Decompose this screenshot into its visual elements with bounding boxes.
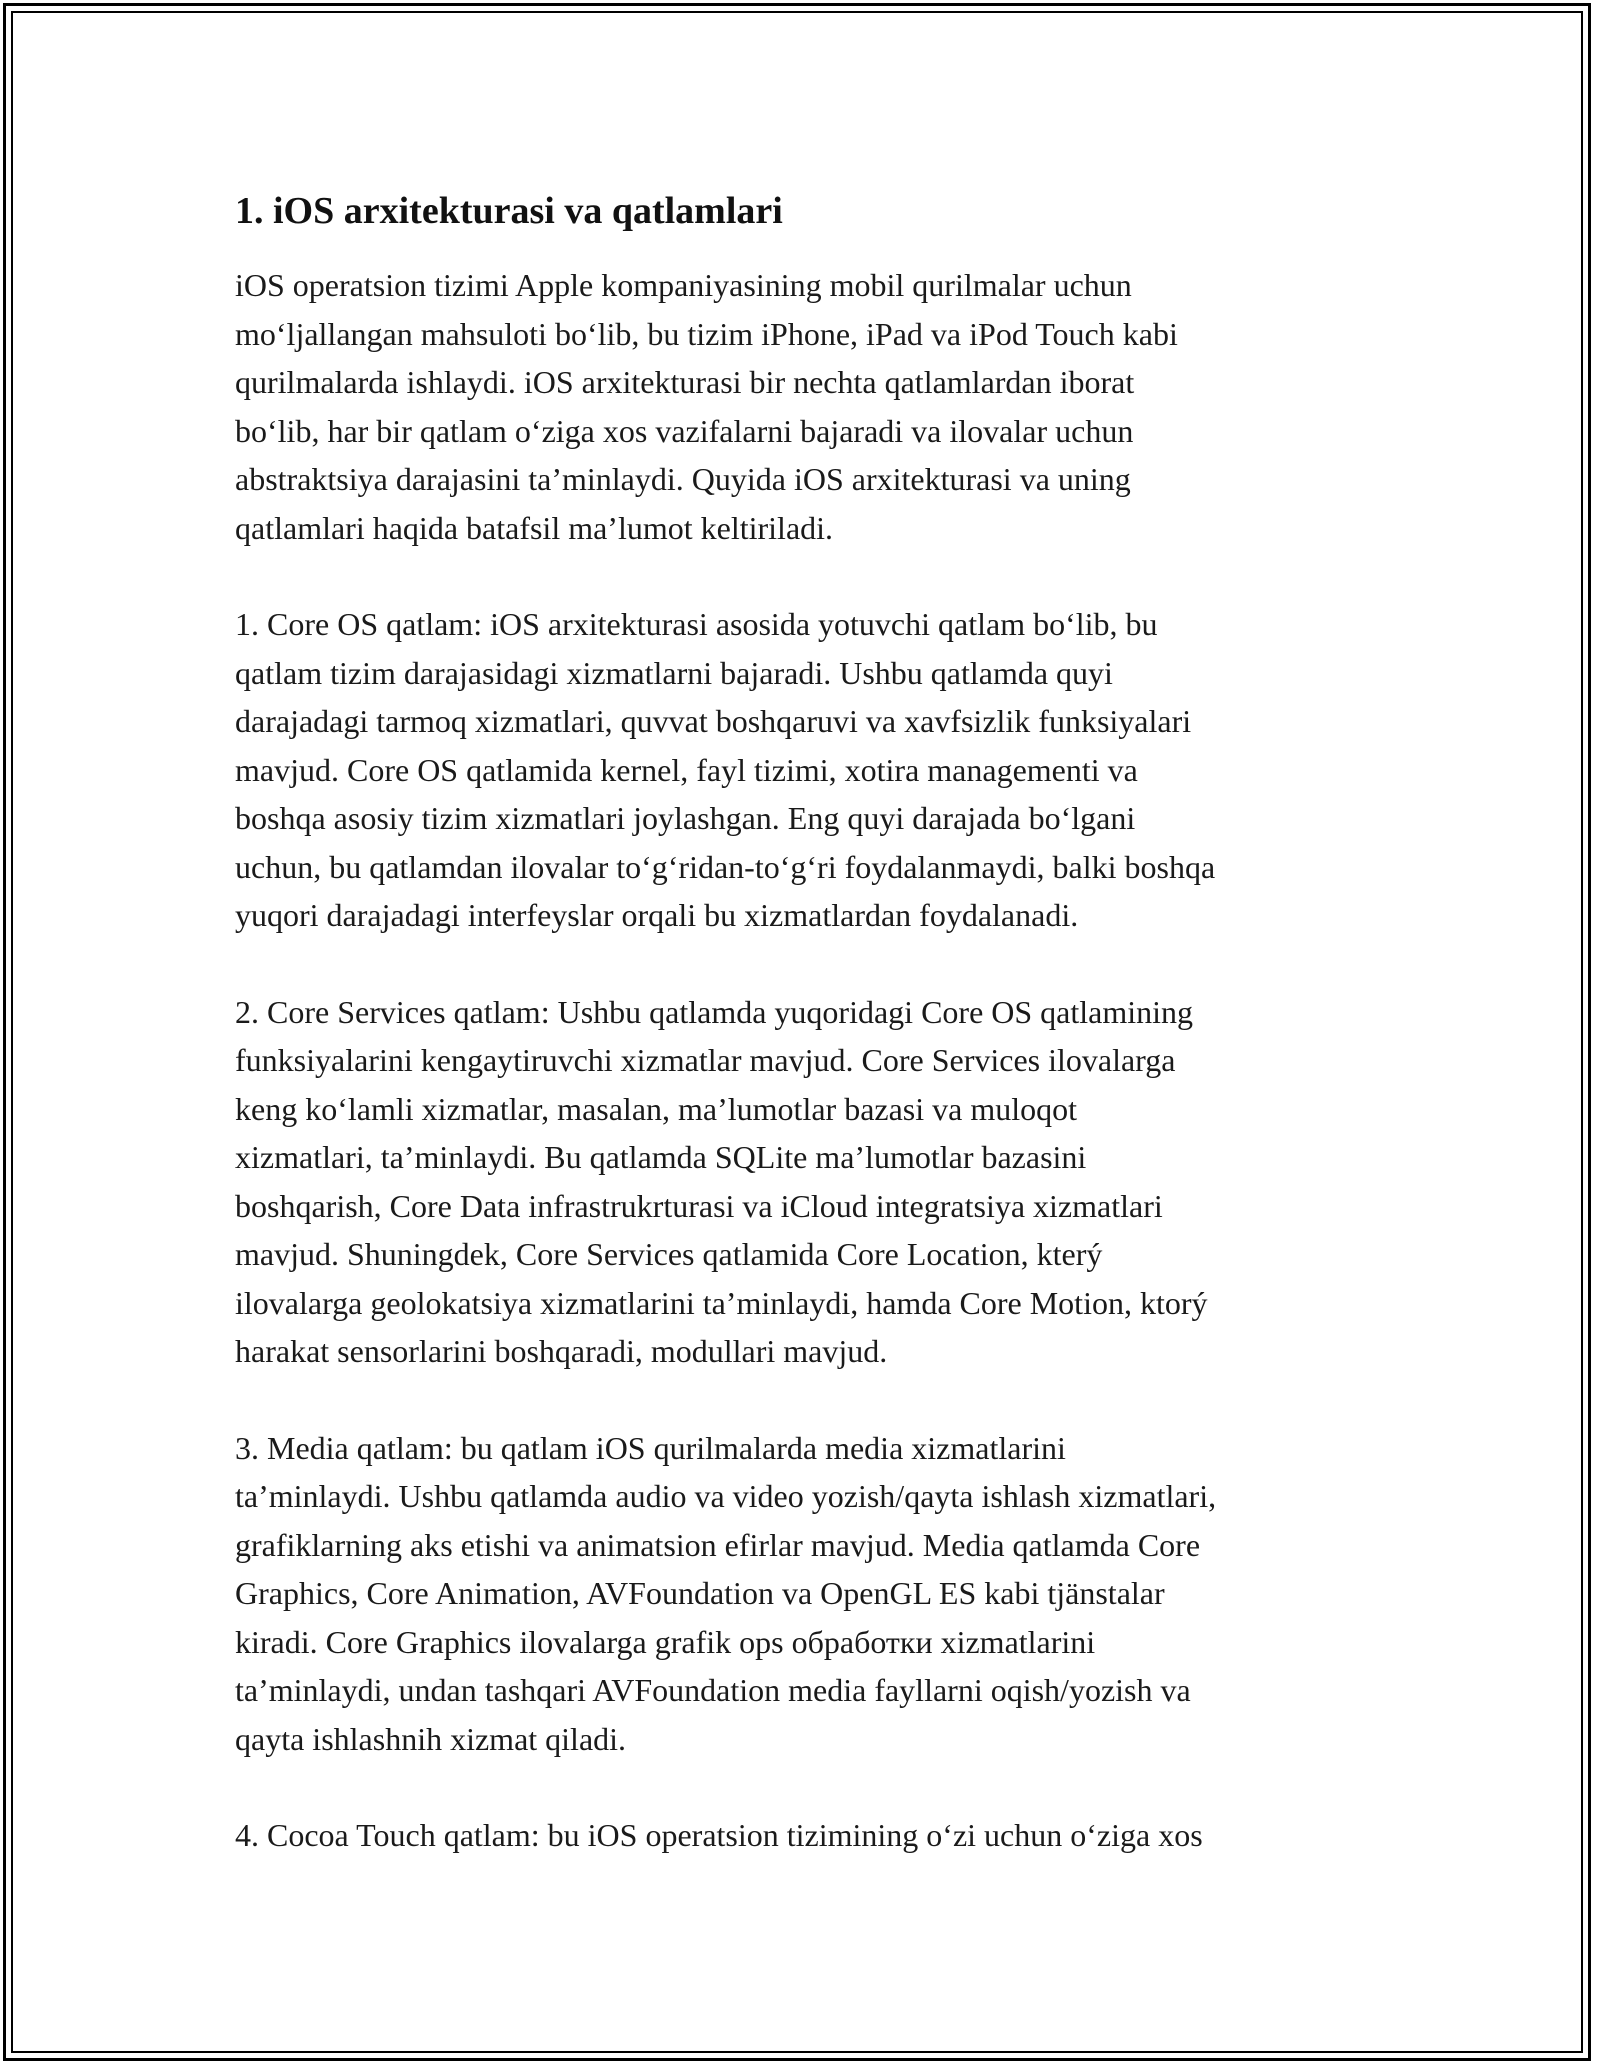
text-line: 3. Media qatlam: bu qatlam iOS qurilmalarda media xizmatlarini [235,1429,1066,1466]
text-line: qatlamlari haqida batafsil ma’lumot keltiriladi. [235,509,834,546]
text-line: iOS operatsion tizimi Apple kompaniyasining mobil qurilmalar uchun [235,267,1132,303]
text-line: bo‘lib, har bir qatlam o‘ziga xos vazifalarni bajaradi va ilovalar uchun [235,412,1134,449]
text-line: xizmatlari, ta’minlaydi. Bu qatlamda SQLite ma’lumotlar bazasini [235,1139,1087,1175]
text-line: ta’minlaydi. Ushbu qatlamda audio va video yozish/qayta ishlash xizmatlari, [235,1478,1217,1514]
text-line: qayta ishlashnih xizmat qiladi. [235,1720,627,1757]
text-line: Graphics, Core Animation, AVFoundation va OpenGL ES kabi tjänstalar [235,1575,1165,1611]
text-line: abstraktsiya darajasini ta’minlaydi. Quyida iOS arxitekturasi va uning [235,461,1131,497]
text-line: 4. Cocoa Touch qatlam: bu iOS operatsion tizimining o‘zi uchun o‘ziga xos [235,1817,1203,1853]
text-line: mavjud. Shuningdek, Core Services qatlamida Core Location, který [235,1236,1103,1272]
text-line: grafiklarning aks etishi va animatsion efirlar mavjud. Media qatlamda Core [235,1526,1201,1563]
intro-paragraph [235,261,1365,552]
text-line: kiradi. Core Graphics ilovalarga grafik ops обработки xizmatlarini [235,1623,1096,1660]
cocoa-touch-paragraph [235,1811,1365,1860]
text-line: qurilmalarda ishlaydi. iOS arxitekturasi bir nechta qatlamlardan iborat [235,364,1135,400]
text-line: qatlam tizim darajasidagi xizmatlarni bajaradi. Ushbu qatlamda quyi [235,654,1113,691]
text-line: mo‘ljallangan mahsuloti bo‘lib, bu tizim iPhone, iPad va iPod Touch kabi [235,315,1178,352]
text-line: 2. Core Services qatlam: Ushbu qatlamda yuqoridagi Core OS qatlamining [235,993,1194,1030]
text-line: harakat sensorlarini boshqaradi, modullari mavjud. [235,1333,888,1369]
text-line: yuqori darajadagi interfeyslar orqali bu xizmatlardan foydalanadi. [235,897,1079,933]
text-line: boshqarish, Core Data infrastrukrturasi va iCloud integratsiya xizmatlari [235,1187,1163,1224]
text-line: uchun, bu qatlamdan ilovalar to‘g‘ridan-to‘g‘ri foydalanmaydi, balki boshqa [235,848,1216,885]
text-line: darajadagi tarmoq xizmatlari, quvvat boshqaruvi va xavfsizlik funksiyalari [235,703,1192,739]
document-body [235,185,1365,1908]
text-line: mavjud. Core OS qatlamida kernel, fayl tizimi, xotira managementi va [235,751,1138,788]
text-line: 1. Core OS qatlam: iOS arxitekturasi asosida yotuvchi qatlam bo‘lib, bu [235,606,1158,642]
section-heading: 1. iOS arxitekturasi va qatlamlari [235,190,783,232]
media-paragraph [235,1424,1365,1764]
text-line: ilovalarga geolokatsiya xizmatlarini ta’minlaydi, hamda Core Motion, ktorý [235,1284,1208,1321]
core-services-paragraph [235,988,1365,1376]
text-line: boshqa asosiy tizim xizmatlari joylashgan. Eng quyi darajada bo‘lgani [235,800,1136,836]
text-line: ta’minlaydi, undan tashqari AVFoundation media fayllarni oqish/yozish va [235,1672,1191,1708]
text-line: funksiyalarini kengaytiruvchi xizmatlar mavjud. Core Services ilovalarga [235,1042,1176,1078]
core-os-paragraph [235,600,1365,940]
text-line: keng ko‘lamli xizmatlar, masalan, ma’lumotlar bazasi va muloqot [235,1090,1078,1127]
